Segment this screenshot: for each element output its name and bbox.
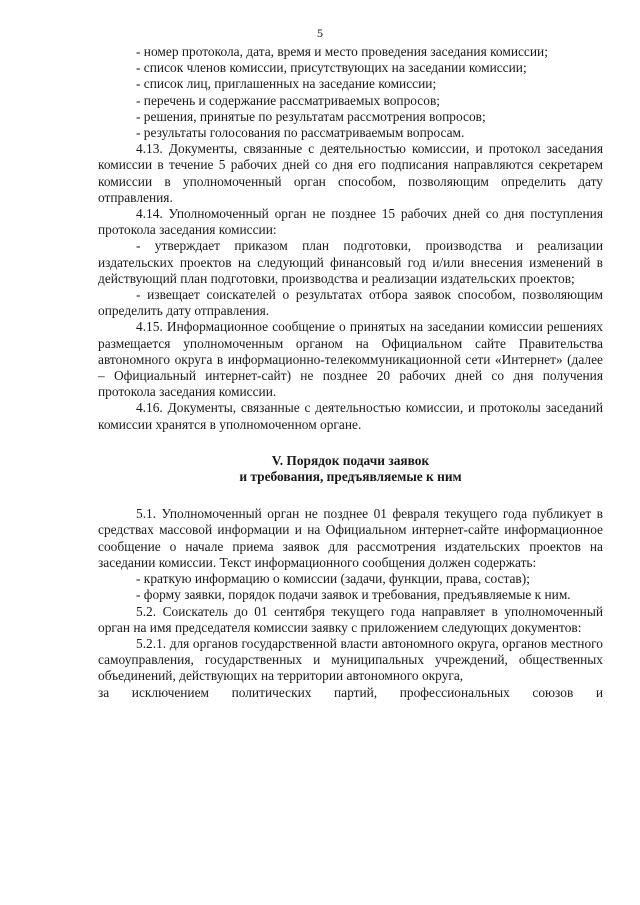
paragraph-4-16: 4.16. Документы, связанные с деятельностью комиссии, и протоколы заседаний комиссии хранятся в уполномоченном органе. xyxy=(98,400,603,432)
paragraph-5-2-1-continued: за исключением политических партий, профессиональных союзов и xyxy=(98,684,603,700)
paragraph-4-14: 4.14. Уполномоченный орган не позднее 15 рабочих дней со дня поступления протокола заседания комиссии: xyxy=(98,206,603,238)
section-subtitle: и требования, предъявляемые к ним xyxy=(239,469,462,485)
list-item: - краткую информацию о комиссии (задачи, функции, права, состав); xyxy=(136,571,530,587)
list-item: - решения, принятые по результатам рассмотрения вопросов; xyxy=(136,108,486,124)
list-item: - извещает соискателей о результатах отбора заявок способом, позволяющим определить дату отправления. xyxy=(98,287,603,319)
page-number: 5 xyxy=(317,26,323,40)
list-item: - список лиц, приглашенных на заседание комиссии; xyxy=(136,76,437,92)
paragraph-4-15: 4.15. Информационное сообщение о принятых на заседании комиссии решениях размещается уполномоченным органом на Официальном сайте Правительства автономного округа в информационно-телекоммуникационной сети «Интернет» (далее – Официальный интернет-сайт) не позднее 20 рабочих дней со дня получения протокола заседания комиссии. xyxy=(98,319,603,400)
list-item: - форму заявки, порядок подачи заявок и требования, предъявляемые к ним. xyxy=(136,587,571,603)
list-item: - перечень и содержание рассматриваемых вопросов; xyxy=(136,92,440,108)
paragraph-5-2: 5.2. Соискатель до 01 сентября текущего года направляет в уполномоченный орган на имя председателя комиссии заявку с приложением следующих документов: xyxy=(98,603,603,635)
list-item: - список членов комиссии, присутствующих на заседании комиссии; xyxy=(136,60,527,76)
list-item: - номер протокола, дата, время и место проведения заседания комиссии; xyxy=(136,44,548,59)
paragraph-5-1: 5.1. Уполномоченный орган не позднее 01 февраля текущего года публикует в средствах массовой информации и на Официальном интернет-сайте информационное сообщение о начале приема заявок для рассмотрения издательских проектов на заседании комиссии. Текст информационного сообщения должен содержать: xyxy=(98,506,603,570)
list-item: - результаты голосования по рассматриваемым вопросам. xyxy=(136,125,465,141)
section-title: V. Порядок подачи заявок xyxy=(271,452,430,468)
list-item: - утверждает приказом план подготовки, производства и реализации издательских проектов на следующий финансовый год и/или внесения изменений в действующий план подготовки, производства и реализации издательских проектов; xyxy=(98,238,603,286)
paragraph-4-13: 4.13. Документы, связанные с деятельностью комиссии, и протокол заседания комиссии в течение 5 рабочих дней со дня его подписания направляются секретарем комиссии в уполномоченный орган способом, позволяющим определить дату отправления. xyxy=(98,141,603,205)
document-body xyxy=(98,44,603,701)
paragraph-5-2-1: 5.2.1. для органов государственной власти автономного округа, органов местного самоуправления, государственных и муниципальных учреждений, общественных объединений, действующих на территории автономного округа, xyxy=(98,635,603,684)
